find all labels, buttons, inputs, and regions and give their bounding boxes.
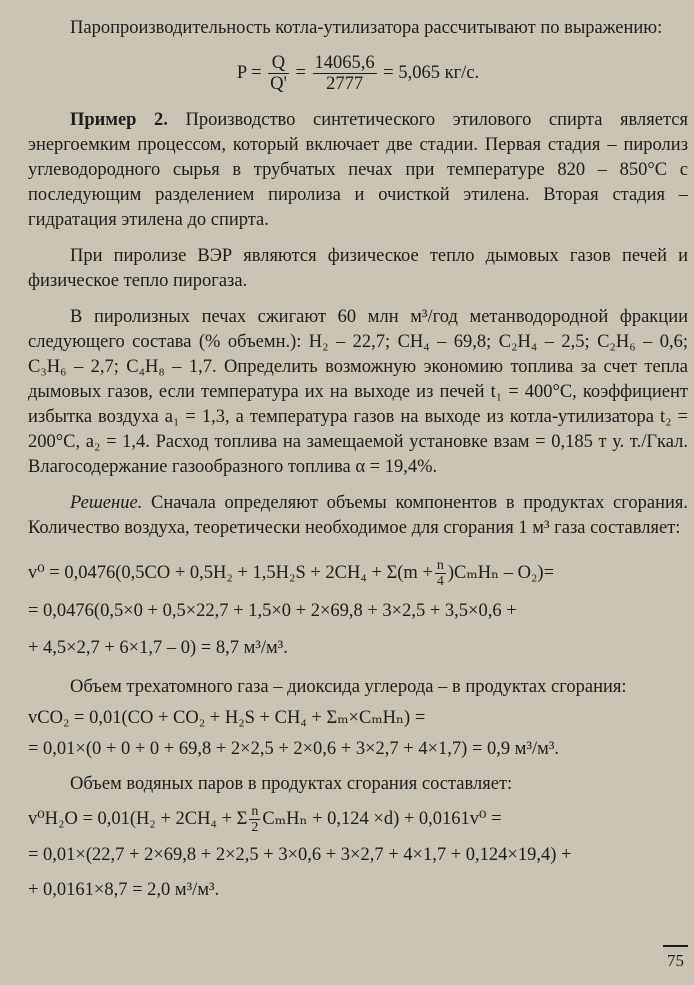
formula-h2o-volume: v⁰H₂O = 0,01(H₂ + 2CH₄ + Σ $\frac{n}{2}$ CₘHₙ + 0,124 ×d) + 0,0161v⁰ = = 0,01×(22,7 + 2×69,8 + 2×2,5 + 3×0,6 + 3×2,7 + 4×1,7 + 0,124×19,4) + + 0,0161×8,7 = 2,0 м³/м³. [28,804,572,900]
example-text: Производство синтетического этилового спирта является энергоемким процессом, который включает две стадии. Первая стадия – пиролиз углеводородного сырья в трубчатых печах при температуре 820 – 850°С с последующим разделением пиролиза и очисткой этилена. Вторая стадия – гидратация этилена до спирта. [28,110,688,230]
fraction-q: $\frac{Q}{Q'}$ [270,53,287,94]
paragraph-co2: Объем трехатомного газа – диоксида углерода – в продуктах сгорания: [70,677,627,697]
paragraph-example-2 [28,108,688,233]
page-number: 75 [667,948,684,973]
formula-lhs: P = [236,62,262,83]
solution-text: Сначала определяют объемы компонентов в продуктах сгорания. Количество воздуха, теоретически необходимое для сгорания 1 м³ газа составляет: [28,493,689,538]
fraction-n-2: $\frac{n}{2}$ [251,804,259,836]
solution-label: Решение. [70,493,143,513]
paragraph-intro: Паропроизводительность котла-утилизатора рассчитывают по выражению: [70,18,663,38]
page [28,14,688,903]
fraction-values: $\frac{14065,6}{2777}$ [314,53,375,94]
formula-air-volume: v⁰ = 0,0476(0,5CO + 0,5H₂ + 1,5H₂S + 2CH₄ + Σ(m + $\frac{n}{4}$ )CₘHₙ – O₂)= = 0,0476(0,5×0 + 0,5×22,7 + 1,5×0 + 2×69,8 + 3×2,5 + 3,5×0,6 + + 4,5×2,7 + 6×1,7 – 0) = 8,7 м³/м³. [28,558,555,658]
paragraph-solution [28,491,688,541]
formula-result: = 5,065 кг/с. [383,62,480,83]
paragraph-pyrolysis: При пиролизе ВЭР являются физическое тепло дымовых газов печей и физическое тепло пирогаза. [28,246,688,291]
fraction-n-4: $\frac{n}{4}$ [436,558,444,590]
example-label: Пример 2. [70,110,168,130]
formula-steam-capacity: P = $\frac{Q}{Q'}$ = $\frac{14065,6}{2777}$ = 5,065 кг/с. [236,53,480,94]
formula-co2-volume: vCO₂ = 0,01(CO + CO₂ + H₂S + CH₄ + Σₘ×CₘHₙ) = = 0,01×(0 + 0 + 0 + 69,8 + 2×2,5 + 2×0,6 + 3×2,7 + 4×1,7) = 0,9 м³/м³. [28,708,560,759]
paragraph-task: В пиролизных печах сжигают 60 млн м³/год метанводородной фракции следующего состава (% объемн.): H₂ – 22,7; CH₄ – 69,8; C₂H₄ – 2,5; C₂H₆ – 0,6; C₃H₆ – 2,7; C₄H₈ – 1,7. Определить возможную экономию топлива за счет тепла дымовых газов, если температура их на выходе из печей t₁ = 400°С, коэффициент избытка воздуха a₁ = 1,3, а температура газов на выходе из котла-утилизатора t₂ = 200°С, a₂ = 1,4. Расход топлива на замещаемой установке взам = 0,185 т у. т./Гкал. Влагосодержание газообразного топлива α = 19,4%. [28,307,688,477]
paragraph-h2o: Объем водяных паров в продуктах сгорания составляет: [70,774,513,794]
